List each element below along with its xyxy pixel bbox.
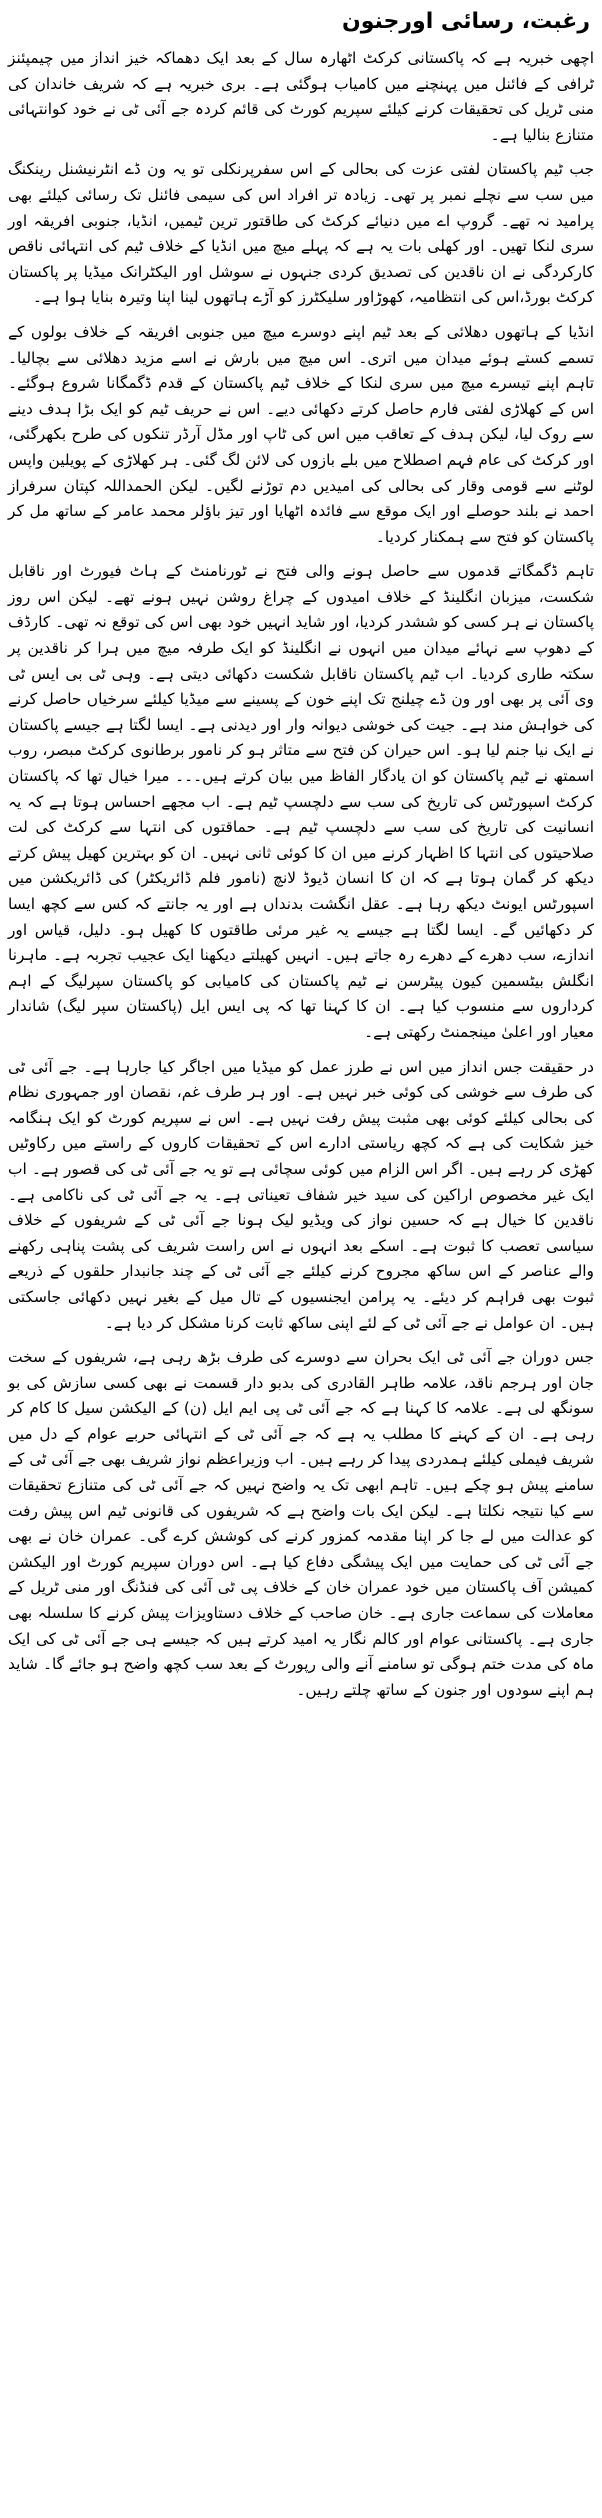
article-paragraph: در حقیقت جس انداز میں اس نے طرز عمل کو میڈیا میں اجاگر کیا جارہا ہے۔ جے آئی ٹی کی طرف سے خوشی کی کوئی خبر نہیں ہے۔ اور ہر طرف غم، نقصان اور جمہوری نظام کی بحالی کیلئے کوئی بھی مثبت پیش رفت نہیں ہے۔ اس نے سپریم کورٹ کو ایک ہنگامہ خیز شکایت کی ہے کہ کچھ ریاستی ادارے اس کے تحقیقات کاروں کے راستے میں رکاوٹیں کھڑی کر رہے ہیں۔ اگر اس الزام میں کوئی سچائی ہے تو یہ جے آئی ٹی کی قصور ہے۔ اب ایک غیر مخصوص اراکین کی سید خیر شفاف تعیناتی ہے۔ یہ جے آئی ٹی کی ناکامی ہے۔ ناقدین کا خیال ہے کہ حسین نواز کی ویڈیو لیک ہونا جے آئی ٹی کے شریفوں کے خلاف سیاسی تعصب کا ثبوت ہے۔ اسکے بعد انہوں نے اس راست شریف کی پشت پناہی رکھنے والے عناصر کے اس ساکھ مجروح کرنے کیلئے جے آئی ٹی کے چند جانبدار حلقوں کے ذریعے ثبوت بھی فراہم کر دیئے۔ یہ پرامن ایجنسیوں کے تال میل کے بغیر نہیں دکھائی جاسکتی ہیں۔ ان عوامل نے جے آئی ٹی کے لئے اپنی ساکھ ثابت کرنا مشکل کر دیا ہے۔ bbox=[8, 1057, 594, 1332]
article-paragraph: جس دوران جے آئی ٹی ایک بحران سے دوسرے کی طرف بڑھ رہی ہے، شریفوں کے سخت جان اور ہرجم ناقد، علامہ طاہر القادری کی بدبو دار قسمت نے بھی کسی سازش کی بو سونگھ لی ہے۔ علامہ کا کہنا ہے کہ جے آئی ٹی پی ایم ایل (ن) کے الیکشن سیل کا کام کر رہی ہے۔ ان کے کہنے کا مطلب یہ ہے کہ جے آئی ٹی کے انتہائی حربے عوام کے دل میں شریف فیملی کیلئے ہمدردی پیدا کر رہے ہیں۔ اب وزیراعظم نواز شریف بھی جے آئی ٹی کے سامنے پیش ہو چکے ہیں۔ تاہم ابھی تک یہ واضح نہیں کہ جے آئی ٹی کی متنازع تحقیقات سے کیا نتیجہ نکلتا ہے۔ لیکن ایک بات واضح ہے کہ شریفوں کی قانونی ٹیم اس پیش رفت کو عدالت میں لے جا کر اپنا مقدمہ کمزور کرنے کی کوشش کرے گی۔ عمران خان نے بھی جے آئی ٹی کی حمایت میں ایک پیشگی دفاع کیا ہے۔ اس دوران سپریم کورٹ اور الیکشن کمیشن آف پاکستان میں خود عمران خان کے خلاف پی ٹی آئی کی فنڈنگ اور منی ٹریل کے معاملات کی سماعت جاری ہے۔ خان صاحب کے خلاف دستاویزات پیش کرنے کا سلسلہ بھی جاری ہے۔ پاکستانی عوام اور کالم نگار یہ امید کرتے ہیں کہ جیسے ہی جے آئی ٹی کی ایک ماہ کی مدت ختم ہوگی تو سامنے آنے والی رپورٹ کے بعد سب کچھ واضح ہو جائے گا۔ شاید ہم اپنے سودوں اور جنون کے ساتھ چلتے رہیں۔ bbox=[8, 1348, 594, 1699]
article-paragraph: اچھی خبریہ ہے کہ پاکستانی کرکٹ اٹھارہ سال کے بعد ایک دھماکہ خیز انداز میں چیمپئنز ٹرافی کے فائنل میں پہنچنے میں کامیاب ہوگئی ہے۔ بری خبریہ ہے کہ شریف خاندان کی منی ٹریل کی تحقیقات کرنے کیلئے سپریم کورٹ کی قائم کردہ جے آئی ٹی نے خود کوانتہائی متنازع بنالیا ہے۔ bbox=[8, 49, 594, 144]
article-headline: رغبت، رسائی اورجنون bbox=[341, 9, 590, 34]
article-paragraph: تاہم ڈگمگاتے قدموں سے حاصل ہونے والی فتح نے ٹورنامنٹ کے ہاٹ فیورٹ اور ناقابل شکست، میزبان انگلینڈ کے خلاف امیدوں کے چراغ روشن نہیں ہونے تھے۔ لیکن اس روز پاکستان نے ہر کسی کو ششدر کردیا، اور شاید انہیں خود بھی اس کی توقع نہ تھی۔ کارڈف کے دھوپ سے نہائے میدان میں انہوں نے انگلینڈ کو ایک طرفہ میچ میں ہرا کر ناقدین پر سکتہ طاری کردیا۔ اب ٹیم پاکستان ناقابل شکست دکھائی دیتی ہے۔ وہی ٹی بی ایس ٹی وی آئی پر بھی اور ون ڈے چیلنج تک اپنے خون کے پسینے سے میڈیا کیلئے سرخیاں حاصل کرنے کی خواہش مند ہے۔ جیت کی خوشی دیوانہ وار اور دیدنی ہے۔ ایسا لگتا ہے جیسے پاکستان نے ایک نیا جنم لیا ہو۔ اس حیران کن فتح سے متاثر ہو کر نامور برطانوی کرکٹ مبصر، روب اسمتھ نے ٹیم پاکستان کو ان یادگار الفاظ میں بیان کرتے ہیں۔۔۔ میرا خیال تھا کہ پاکستان کرکٹ اسپورٹس کی تاریخ کی سب سے دلچسپ ٹیم ہے۔ اب مجھے احساس ہوتا ہے کہ یہ انسانیت کی تاریخ کی سب سے دلچسپ ٹیم ہے۔ حماقتوں کی انتہا سے کرکٹ کی لت صلاحیتوں کی انتہا کا اظہار کرنے میں ان کا کوئی ثانی نہیں۔ ان کو بہترین کھیل پیش کرتے دیکھ کر گمان ہوتا ہے کہ ان کا انسان ڈیوڈ لانچ (نامور فلم ڈائریکٹر) کی ڈائریکشن میں اسپورٹس ایونٹ دیکھ رہا ہے۔ عقل انگشت بدنداں ہے اور یہ جانتے کہ کس سے کچھ ایسا کر دکھائیں گے۔ ایسا لگتا ہے جیسے یہ غیر مرئی طاقتوں کا کھیل ہو۔ دلیل، قیاس اور اندازے، سب دھرے کے دھرے رہ جاتے ہیں۔ انہیں کھیلتے دیکھنا ایک عجیب تجربہ ہے۔ ماہرنا انگلش بیٹسمین کیون پیٹرسن نے ٹیم پاکستان کی کامیابی کو پاکستان سپرلیگ کے اہم کرداروں سے منسوب کیا ہے۔ ان کا کہنا تھا کہ پی ایس ایل (پاکستان سپر لیگ) شاندار معیار اور اعلیٰ مینجمنٹ رکھتی ہے۔ bbox=[8, 562, 594, 1041]
article-paragraph: انڈیا کے ہاتھوں دھلائی کے بعد ٹیم اپنے دوسرے میچ میں جنوبی افریقہ کے خلاف بولوں کے تسمے کستے ہوئے میدان میں اتری۔ اس میچ میں بارش نے اسے مزید دھلائی سے بچالیا۔ تاہم اپنے تیسرے میچ میں سری لنکا کے خلاف ٹیم پاکستان کے قدم ڈگمگانا شروع ہوگئے۔ اس کے کھلاڑی لفتی فارم حاصل کرتے دکھائی دیے۔ اس نے حریف ٹیم کو ایک بڑا ہدف دینے سے روک لیا، لیکن ہدف کے تعاقب میں اس کی ٹاپ اور مڈل آرڈر تنکوں کی طرح بکھرگئی، اور کرکٹ کی عام فہم اصطلاح میں بلے بازوں کی لائن لگ گئی۔ ہر کھلاڑی کے پویلین واپس لوٹنے سے قومی وقار کی بحالی کی امیدیں دم توڑنے لگیں۔ لیکن الحمداللہ کپتان سرفراز احمد نے بلند حوصلے اور ایک موقع سے فائدہ اٹھایا اور تیز باؤلر محمد عامر کے ساتھ مل کر پاکستان کو فتح سے ہمکنار کردیا۔ bbox=[8, 322, 594, 546]
article-paragraph: جب ٹیم پاکستان لفتی عزت کی بحالی کے اس سفرپرنکلی تو یہ ون ڈے انٹرنیشنل رینکنگ میں سب سے نچلے نمبر پر تھی۔ زیادہ تر افراد اس کی سیمی فائنل تک رسائی کیلئے بھی پرامید نہ تھے۔ گروپ اے میں دنیائے کرکٹ کی طاقتور ترین ٹیمیں، انڈیا، جنوبی افریقہ اور سری لنکا تھیں۔ اور کھلی بات یہ ہے کہ پہلے میچ میں انڈیا کے خلاف ٹیم کی انتہائی ناقص کارکردگی نے ان ناقدین کی تصدیق کردی جنہوں نے سوشل اور الیکٹرانک میڈیا پر پاکستان کرکٹ بورڈ،اس کی انتظامیہ، کھوڑاور سلیکٹرز کو آڑے ہاتھوں لینا اپنا وتیرہ بنایا ہوا ہے۔ bbox=[8, 160, 594, 307]
